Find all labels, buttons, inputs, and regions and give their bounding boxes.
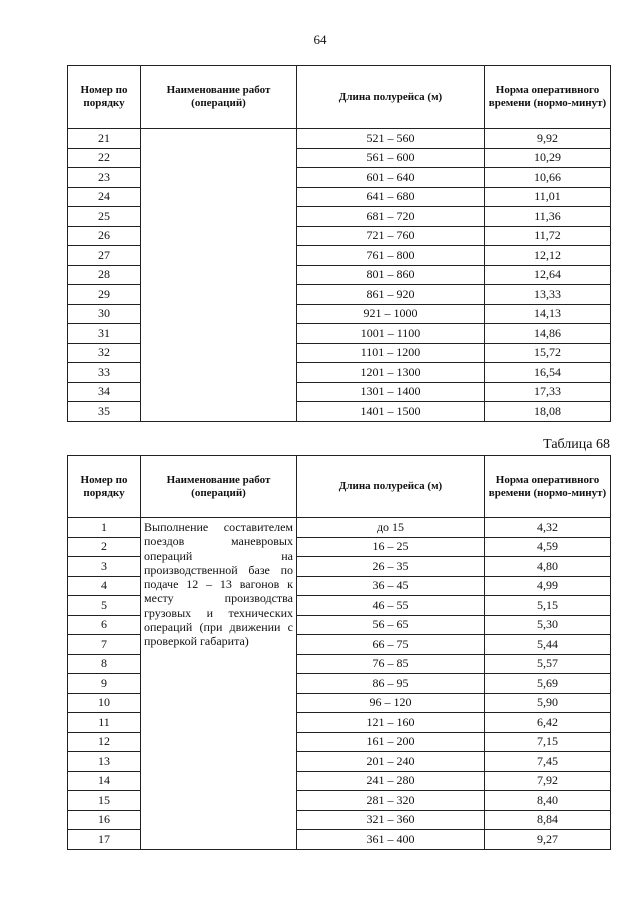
half-trip-length-cell: 66 – 75 bbox=[297, 635, 485, 655]
row-number-cell: 32 bbox=[68, 343, 141, 363]
row-number-cell: 28 bbox=[68, 265, 141, 285]
time-norm-cell: 11,72 bbox=[485, 226, 611, 246]
half-trip-length-cell: 1001 – 1100 bbox=[297, 324, 485, 344]
half-trip-length-cell: 1301 – 1400 bbox=[297, 382, 485, 402]
row-number-cell: 29 bbox=[68, 285, 141, 305]
time-norm-cell: 16,54 bbox=[485, 363, 611, 383]
half-trip-length-cell: 521 – 560 bbox=[297, 129, 485, 149]
time-norm-cell: 13,33 bbox=[485, 285, 611, 305]
row-number-cell: 4 bbox=[68, 576, 141, 596]
row-number-cell: 11 bbox=[68, 713, 141, 733]
operation-description bbox=[141, 129, 296, 131]
row-number-cell: 35 bbox=[68, 402, 141, 422]
half-trip-length-cell: 56 – 65 bbox=[297, 615, 485, 635]
half-trip-length-cell: 361 – 400 bbox=[297, 830, 485, 850]
time-norm-cell: 5,15 bbox=[485, 596, 611, 616]
row-number-cell: 22 bbox=[68, 148, 141, 168]
row-number-cell: 13 bbox=[68, 752, 141, 772]
time-norm-cell: 4,99 bbox=[485, 576, 611, 596]
row-number-cell: 10 bbox=[68, 693, 141, 713]
time-norm-cell: 7,15 bbox=[485, 732, 611, 752]
row-number-cell: 30 bbox=[68, 304, 141, 324]
half-trip-length-cell: 161 – 200 bbox=[297, 732, 485, 752]
row-number-cell: 2 bbox=[68, 537, 141, 557]
time-norm-cell: 14,13 bbox=[485, 304, 611, 324]
time-norm-cell: 7,92 bbox=[485, 771, 611, 791]
operation-description: Выполнение составителем поездов маневровых операций на производственной базе по подаче 12 – 13 вагонов к месту производства грузовых и технических операций (при движении с проверкой габарита) bbox=[144, 520, 293, 649]
norm-table-continued bbox=[67, 65, 611, 422]
half-trip-length-cell: 1201 – 1300 bbox=[297, 363, 485, 383]
time-norm-cell: 11,01 bbox=[485, 187, 611, 207]
row-number-cell: 24 bbox=[68, 187, 141, 207]
row-number-cell: 6 bbox=[68, 615, 141, 635]
half-trip-length-cell: 36 – 45 bbox=[297, 576, 485, 596]
row-number-cell: 31 bbox=[68, 324, 141, 344]
half-trip-length-cell: 761 – 800 bbox=[297, 246, 485, 266]
header-half-trip-length: Длина полурейса (м) bbox=[297, 66, 485, 129]
time-norm-cell: 17,33 bbox=[485, 382, 611, 402]
half-trip-length-cell: 1401 – 1500 bbox=[297, 402, 485, 422]
header-row-number: Номер по порядку bbox=[68, 456, 141, 518]
row-number-cell: 14 bbox=[68, 771, 141, 791]
row-number-cell: 5 bbox=[68, 596, 141, 616]
row-number-cell: 16 bbox=[68, 810, 141, 830]
time-norm-cell: 4,80 bbox=[485, 557, 611, 577]
table-row bbox=[68, 129, 611, 149]
header-row-number: Номер по порядку bbox=[68, 66, 141, 129]
row-number-cell: 34 bbox=[68, 382, 141, 402]
header-operational-time-norm: Норма оперативного времени (нормо-минут) bbox=[485, 456, 611, 518]
row-number-cell: 15 bbox=[68, 791, 141, 811]
half-trip-length-cell: 641 – 680 bbox=[297, 187, 485, 207]
half-trip-length-cell: 561 – 600 bbox=[297, 148, 485, 168]
row-number-cell: 3 bbox=[68, 557, 141, 577]
half-trip-length-cell: 861 – 920 bbox=[297, 285, 485, 305]
half-trip-length-cell: 16 – 25 bbox=[297, 537, 485, 557]
header-operational-time-norm: Норма оперативного времени (нормо-минут) bbox=[485, 66, 611, 129]
half-trip-length-cell: 96 – 120 bbox=[297, 693, 485, 713]
operation-name-cell bbox=[141, 518, 297, 850]
half-trip-length-cell: 1101 – 1200 bbox=[297, 343, 485, 363]
table-caption: Таблица 68 bbox=[543, 437, 610, 452]
half-trip-length-cell: 681 – 720 bbox=[297, 207, 485, 227]
half-trip-length-cell: 201 – 240 bbox=[297, 752, 485, 772]
row-number-cell: 21 bbox=[68, 129, 141, 149]
time-norm-cell: 11,36 bbox=[485, 207, 611, 227]
time-norm-cell: 9,27 bbox=[485, 830, 611, 850]
row-number-cell: 1 bbox=[68, 518, 141, 538]
time-norm-cell: 14,86 bbox=[485, 324, 611, 344]
row-number-cell: 25 bbox=[68, 207, 141, 227]
time-norm-cell: 5,30 bbox=[485, 615, 611, 635]
time-norm-cell: 8,84 bbox=[485, 810, 611, 830]
row-number-cell: 8 bbox=[68, 654, 141, 674]
time-norm-cell: 10,66 bbox=[485, 168, 611, 188]
operation-name-cell bbox=[141, 129, 297, 422]
half-trip-length-cell: 26 – 35 bbox=[297, 557, 485, 577]
half-trip-length-cell: 121 – 160 bbox=[297, 713, 485, 733]
time-norm-cell: 4,32 bbox=[485, 518, 611, 538]
table-header-row bbox=[68, 456, 611, 518]
header-operation-name: Наименование работ (операций) bbox=[141, 66, 297, 129]
time-norm-cell: 6,42 bbox=[485, 713, 611, 733]
row-number-cell: 26 bbox=[68, 226, 141, 246]
header-half-trip-length: Длина полурейса (м) bbox=[297, 456, 485, 518]
time-norm-cell: 5,69 bbox=[485, 674, 611, 694]
norm-table-68 bbox=[67, 455, 611, 850]
half-trip-length-cell: 801 – 860 bbox=[297, 265, 485, 285]
time-norm-cell: 5,57 bbox=[485, 654, 611, 674]
table-body bbox=[68, 129, 611, 422]
row-number-cell: 27 bbox=[68, 246, 141, 266]
time-norm-cell: 4,59 bbox=[485, 537, 611, 557]
half-trip-length-cell: 86 – 95 bbox=[297, 674, 485, 694]
row-number-cell: 7 bbox=[68, 635, 141, 655]
time-norm-cell: 9,92 bbox=[485, 129, 611, 149]
table-body bbox=[68, 518, 611, 850]
row-number-cell: 23 bbox=[68, 168, 141, 188]
half-trip-length-cell: 321 – 360 bbox=[297, 810, 485, 830]
row-number-cell: 9 bbox=[68, 674, 141, 694]
time-norm-cell: 5,90 bbox=[485, 693, 611, 713]
half-trip-length-cell: 46 – 55 bbox=[297, 596, 485, 616]
time-norm-cell: 5,44 bbox=[485, 635, 611, 655]
half-trip-length-cell: 281 – 320 bbox=[297, 791, 485, 811]
row-number-cell: 12 bbox=[68, 732, 141, 752]
table-header-row bbox=[68, 66, 611, 129]
time-norm-cell: 12,12 bbox=[485, 246, 611, 266]
half-trip-length-cell: 241 – 280 bbox=[297, 771, 485, 791]
time-norm-cell: 18,08 bbox=[485, 402, 611, 422]
page-number: 64 bbox=[313, 32, 327, 47]
half-trip-length-cell: 601 – 640 bbox=[297, 168, 485, 188]
half-trip-length-cell: 921 – 1000 bbox=[297, 304, 485, 324]
time-norm-cell: 7,45 bbox=[485, 752, 611, 772]
half-trip-length-cell: 76 – 85 bbox=[297, 654, 485, 674]
time-norm-cell: 10,29 bbox=[485, 148, 611, 168]
time-norm-cell: 8,40 bbox=[485, 791, 611, 811]
header-operation-name: Наименование работ (операций) bbox=[141, 456, 297, 518]
half-trip-length-cell: 721 – 760 bbox=[297, 226, 485, 246]
table-row bbox=[68, 518, 611, 538]
time-norm-cell: 12,64 bbox=[485, 265, 611, 285]
half-trip-length-cell: до 15 bbox=[297, 518, 485, 538]
row-number-cell: 33 bbox=[68, 363, 141, 383]
row-number-cell: 17 bbox=[68, 830, 141, 850]
time-norm-cell: 15,72 bbox=[485, 343, 611, 363]
